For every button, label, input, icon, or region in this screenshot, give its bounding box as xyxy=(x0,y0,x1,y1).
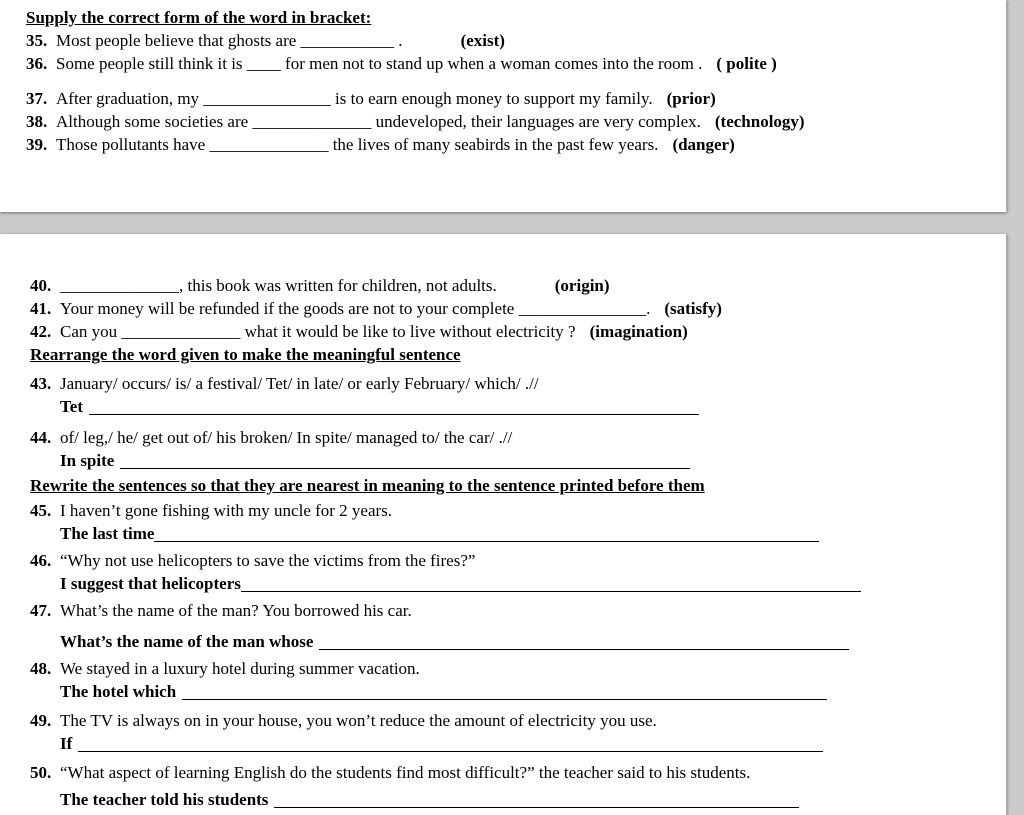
answer-blank-line xyxy=(120,453,690,469)
question-text: Your money will be refunded if the goods are not to your complete _______________. xyxy=(60,299,651,318)
question-number: 38. xyxy=(26,112,48,131)
word-hint: (technology) xyxy=(714,112,805,131)
question-number: 46. xyxy=(30,551,52,570)
question-48 xyxy=(30,657,992,680)
answer-blank-line xyxy=(154,526,819,542)
word-hint: (danger) xyxy=(672,135,735,154)
word-hint: (exist) xyxy=(460,31,505,50)
question-text: Although some societies are ______________ undeveloped, their languages are very complex. xyxy=(56,112,701,131)
question-35 xyxy=(26,29,992,52)
section-heading-rewrite: Rewrite the sentences so that they are nearest in meaning to the sentence printed before them xyxy=(30,476,705,495)
answer-blank-line xyxy=(319,634,849,650)
section-heading-word-form: Supply the correct form of the word in bracket: xyxy=(26,8,372,27)
question-text: What’s the name of the man? You borrowed his car. xyxy=(60,601,412,620)
answer-blank-line xyxy=(182,684,827,700)
answer-row-47 xyxy=(30,630,992,653)
question-text: After graduation, my _______________ is to earn enough money to support my family. xyxy=(56,89,653,108)
answer-row-45 xyxy=(30,522,992,545)
word-hint: (satisfy) xyxy=(664,299,722,318)
question-number: 37. xyxy=(26,89,48,108)
question-number: 44. xyxy=(30,428,52,447)
question-text: ______________, this book was written for children, not adults. xyxy=(60,276,497,295)
question-text: January/ occurs/ is/ a festival/ Tet/ in late/ or early February/ which/ .// xyxy=(60,374,539,393)
question-text: I haven’t gone fishing with my uncle for 2 years. xyxy=(60,501,393,520)
section-heading-rearrange: Rearrange the word given to make the meaningful sentence xyxy=(30,345,461,364)
answer-prefix: In spite xyxy=(60,451,115,470)
question-text: “What aspect of learning English do the students find most difficult?” the teacher said to his students. xyxy=(60,763,751,782)
answer-blank-line xyxy=(78,736,823,752)
question-40 xyxy=(30,274,992,297)
question-text: We stayed in a luxury hotel during summer vacation. xyxy=(60,659,420,678)
question-49 xyxy=(30,709,992,732)
question-number: 40. xyxy=(30,276,52,295)
question-number: 50. xyxy=(30,763,52,782)
question-number: 41. xyxy=(30,299,52,318)
answer-prefix: The hotel which xyxy=(60,682,177,701)
question-number: 49. xyxy=(30,711,52,730)
question-number: 39. xyxy=(26,135,48,154)
worksheet-page-2 xyxy=(0,234,1007,815)
question-46 xyxy=(30,549,992,572)
question-number: 36. xyxy=(26,54,48,73)
answer-prefix: The teacher told his students xyxy=(60,790,269,809)
question-50 xyxy=(30,761,992,784)
question-number: 48. xyxy=(30,659,52,678)
question-text: “Why not use helicopters to save the victims from the fires?” xyxy=(60,551,476,570)
answer-prefix: If xyxy=(60,734,73,753)
question-39 xyxy=(26,133,992,156)
answer-prefix: I suggest that helicopters xyxy=(60,574,241,593)
question-number: 35. xyxy=(26,31,48,50)
answer-prefix: Tet xyxy=(60,397,83,416)
answer-blank-line xyxy=(274,792,799,808)
answer-row-48 xyxy=(30,680,992,703)
question-42 xyxy=(30,320,992,343)
answer-row-43 xyxy=(30,395,992,418)
word-hint: ( polite ) xyxy=(716,54,777,73)
question-text: Those pollutants have ______________ the lives of many seabirds in the past few years. xyxy=(56,135,659,154)
question-text: Most people believe that ghosts are ___________ . xyxy=(56,31,403,50)
question-number: 42. xyxy=(30,322,52,341)
question-36 xyxy=(26,52,992,75)
worksheet-page-1 xyxy=(0,0,1007,212)
answer-blank-line xyxy=(89,399,699,415)
answer-row-50 xyxy=(30,788,992,811)
question-43 xyxy=(30,372,992,395)
question-number: 47. xyxy=(30,601,52,620)
word-hint: (origin) xyxy=(554,276,610,295)
answer-blank-line xyxy=(241,576,861,592)
question-41 xyxy=(30,297,992,320)
answer-row-49 xyxy=(30,732,992,755)
word-hint: (prior) xyxy=(666,89,716,108)
question-text: of/ leg,/ he/ get out of/ his broken/ In spite/ managed to/ the car/ .// xyxy=(60,428,513,447)
question-number: 43. xyxy=(30,374,52,393)
answer-row-46 xyxy=(30,572,992,595)
question-text: Some people still think it is ____ for men not to stand up when a woman comes into the room . xyxy=(56,54,703,73)
question-37 xyxy=(26,87,992,110)
question-38 xyxy=(26,110,992,133)
question-44 xyxy=(30,426,992,449)
word-hint: (imagination) xyxy=(589,322,688,341)
answer-prefix: What’s the name of the man whose xyxy=(60,632,314,651)
answer-row-44 xyxy=(30,449,992,472)
question-47 xyxy=(30,599,992,622)
answer-prefix: The last time xyxy=(60,524,155,543)
question-45 xyxy=(30,499,992,522)
question-text: The TV is always on in your house, you won’t reduce the amount of electricity you use. xyxy=(60,711,657,730)
question-text: Can you ______________ what it would be like to live without electricity ? xyxy=(60,322,576,341)
question-number: 45. xyxy=(30,501,52,520)
